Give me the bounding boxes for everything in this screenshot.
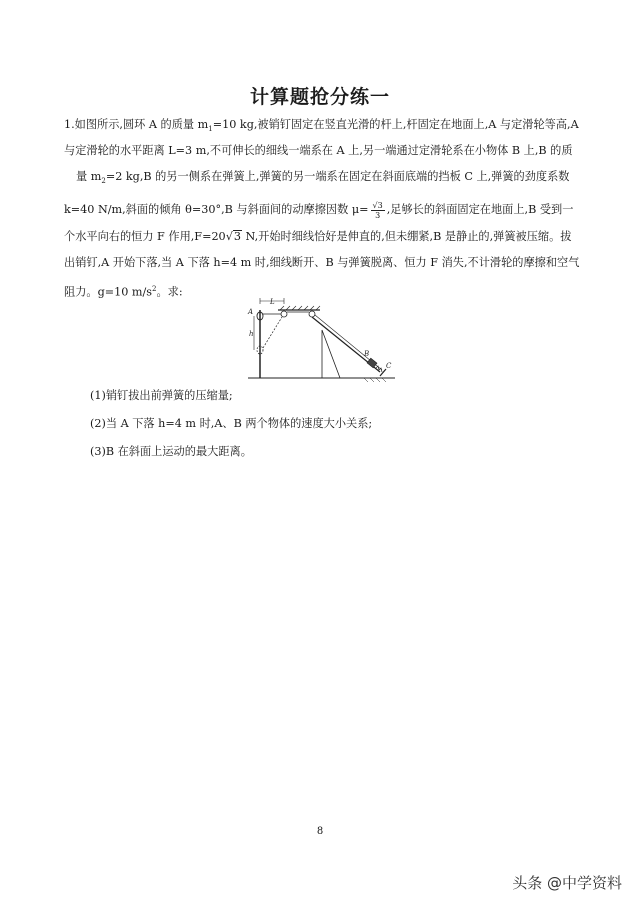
question-3: (3)B 在斜面上运动的最大距离。 — [90, 445, 252, 458]
problem-line-5: 个水平向右的恒力 F 作用,F=20√3 N,开始时细线恰好是伸直的,但未绷紧,B 是静止的,弹簧被压缩。拔 — [64, 230, 572, 243]
label-C: C — [386, 362, 392, 370]
label-h: h — [249, 330, 254, 338]
label-A: A — [248, 308, 254, 316]
problem-line-3: 量 $m_2=2$ kg,B 的另一侧系在弹簧上,弹簧的另一端系在固定在斜面底端的挡板 C 上,弹簧的劲度系数 — [76, 170, 570, 186]
question-1: (1)销钉拔出前弹簧的压缩量; — [90, 389, 233, 402]
problem-statement — [64, 112, 584, 302]
problem-line-7: 阻力。g=10 $m/s^2$。求: — [64, 285, 183, 299]
physics-diagram — [240, 290, 400, 382]
problem-line-1: 1.如图所示,圆环 A 的质量 $m_1=10$ kg,被销钉固定在竖直光滑的杆上,杆固定在地面上,A 与定滑轮等高,A — [64, 118, 579, 134]
problem-line-4: k=40 N/m,斜面的倾角 θ=30°,B 与斜面间的动摩擦因数 μ= $\frac{√3}{3}$ ,足够长的斜面固定在地面上,B 受到一 — [64, 200, 574, 220]
watermark: 头条 @中学资料 — [512, 874, 622, 892]
label-B: B — [364, 350, 370, 358]
mu-fraction: $\frac{√3}{3}$ — [372, 200, 383, 220]
question-2: (2)当 A 下落 h=4 m 时,A、B 两个物体的速度大小关系; — [90, 417, 373, 430]
problem-line-2: 与定滑轮的水平距离 L=3 m,不可伸长的细线一端系在 A 上,另一端通过定滑轮系在小物体 B 上,B 的质 — [64, 144, 573, 157]
page-number: 8 — [316, 826, 324, 837]
label-L: L — [270, 298, 275, 306]
page-title: 计算题抢分练一 — [249, 86, 390, 108]
problem-line-6: 出销钉,A 开始下落,当 A 下落 h=4 m 时,细线断开、B 与弹簧脱离、恒力 F 消失,不计滑轮的摩擦和空气 — [64, 256, 580, 269]
question-list — [90, 382, 372, 466]
